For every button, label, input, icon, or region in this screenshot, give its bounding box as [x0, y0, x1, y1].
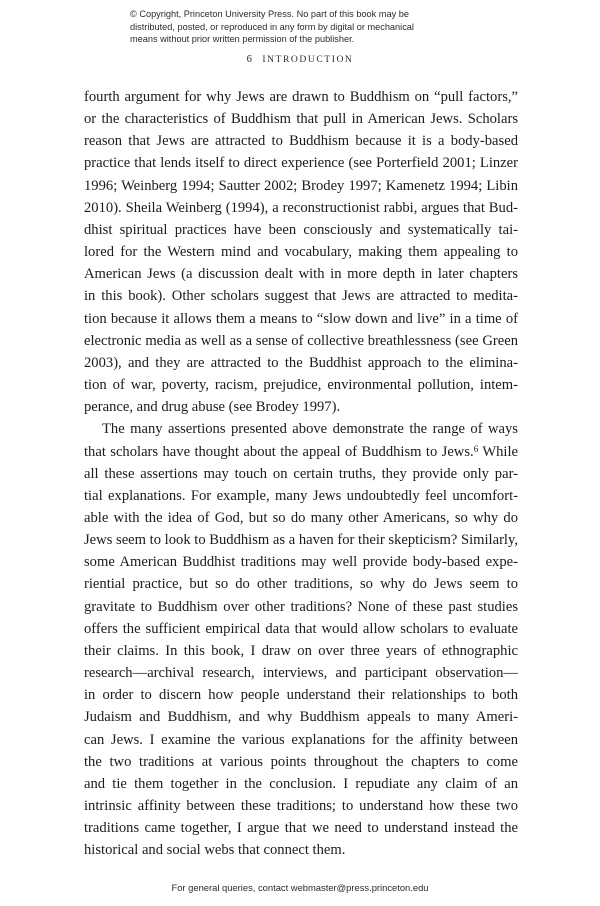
text-line: 2003), and they are attracted to the Buddhist approach to the elimina-: [84, 354, 518, 371]
text-line: and tie them together in the conclusion. I repudiate any claim of an: [84, 775, 518, 792]
text-line: in this book). Other scholars suggest that Jews are attracted to medita-: [84, 288, 518, 305]
paragraph-2: [84, 418, 518, 861]
text-line: able with the idea of God, but so do many other Americans, so why do: [84, 509, 518, 526]
copyright-line-1: © Copyright, Princeton University Press. No part of this book may be: [130, 9, 409, 19]
text-line: can Jews. I examine the various explanations for the affinity between: [84, 731, 518, 748]
text-line: Judaism and Buddhism, and why Buddhism appeals to many Ameri-: [84, 709, 518, 726]
footnote-marker: 6: [473, 443, 479, 454]
text-line: 2010). Sheila Weinberg (1994), a reconstructionist rabbi, argues that Bud-: [84, 199, 518, 216]
text-line: The many assertions presented above demonstrate the range of ways: [102, 421, 518, 438]
footer-queries-notice: For general queries, contact webmaster@press.princeton.edu: [171, 882, 429, 893]
text-line: tion because it allows them a means to “slow down and live” in a time of: [84, 310, 518, 327]
text-line: historical and social webs that connect them.: [84, 842, 346, 859]
text-line: fourth argument for why Jews are drawn to Buddhism on “pull factors,”: [84, 89, 518, 105]
text-line: American Jews (a discussion dealt with in more depth in later chapters: [84, 266, 518, 283]
text-line: tial explanations. For example, many Jews undoubtedly feel uncomfort-: [84, 487, 518, 504]
running-head-gap: [252, 54, 263, 65]
paragraph-1: [84, 86, 518, 418]
copyright-line-2: distributed, posted, or reproduced in any form by digital or mechanical: [130, 21, 414, 32]
page-number: 6: [246, 54, 252, 65]
running-head-title: INTRODUCTION: [262, 54, 354, 65]
body-text-block: [84, 86, 518, 861]
running-head: [0, 54, 600, 65]
text-line: research—archival research, interviews, and participant observation—: [84, 665, 518, 682]
text-line: gravitate to Buddhism over other traditions? None of these past studies: [84, 598, 518, 615]
text-line: offers the sufficient empirical data that would allow scholars to evaluate: [84, 620, 518, 637]
text-line: Jews seem to look to Buddhism as a haven for their skepticism? Similarly,: [84, 532, 518, 549]
text-segment: While: [478, 443, 519, 460]
text-line: dhist spiritual practices have been consciously and systematically tai-: [84, 221, 518, 238]
text-line: in order to discern how people understand their relationships to both: [84, 687, 518, 704]
text-line: their claims. In this book, I draw on over three years of ethnographic: [84, 642, 518, 659]
text-line: reason that Jews are attracted to Buddhism because it is a body-based: [84, 133, 518, 150]
text-line: practice that lends itself to direct experience (see Porterfield 2001; Linzer: [84, 155, 518, 172]
text-line: tion of war, poverty, racism, prejudice, environmental pollution, intem-: [84, 377, 518, 394]
text-line: all these assertions may touch on certain truths, they provide only par-: [84, 465, 518, 482]
text-line: traditions came together, I argue that we need to understand instead the: [84, 820, 518, 837]
copyright-notice: [130, 8, 475, 46]
text-line: electronic media as well as a sense of collective breathlessness (see Green: [84, 332, 518, 349]
text-line: riential practice, but so do other traditions, so why do Jews seem to: [84, 576, 518, 593]
text-line: some American Buddhist traditions may well provide body-based expe-: [84, 554, 518, 571]
text-segment: that scholars have thought about the appeal of Buddhism to Jews.: [84, 443, 474, 460]
text-line: lored for the Western mind and vocabulary, making them appealing to: [84, 244, 518, 261]
text-line: intrinsic affinity between these traditions; to understand how these two: [84, 798, 518, 814]
text-line: the two traditions at various points throughout the chapters to come: [84, 753, 518, 770]
copyright-line-3: means without prior written permission of the publisher.: [130, 34, 355, 45]
text-line: or the characteristics of Buddhism that pull in American Jews. Scholars: [84, 111, 518, 128]
text-line: perance, and drug abuse (see Brodey 1997).: [84, 399, 341, 416]
text-line: 1996; Weinberg 1994; Sautter 2002; Brodey 1997; Kamenetz 1994; Libin: [84, 177, 518, 194]
text-line-with-footnote: [84, 441, 518, 463]
